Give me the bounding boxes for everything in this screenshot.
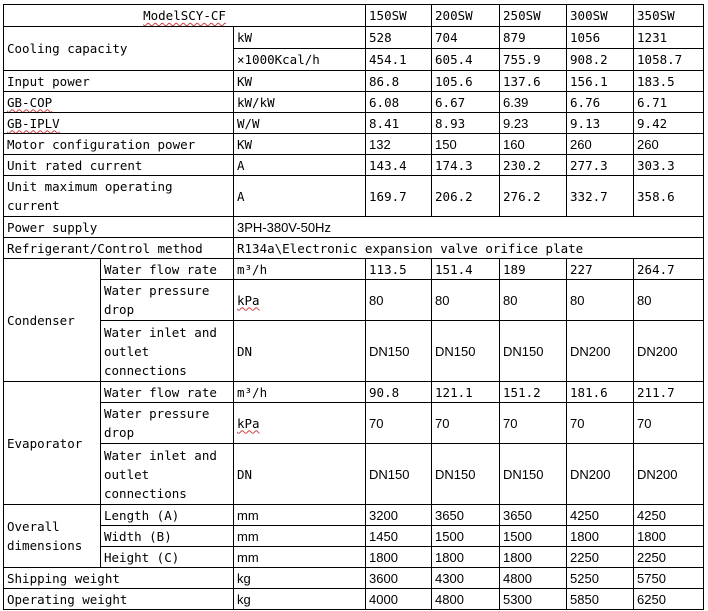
value-cell: 80	[500, 280, 567, 321]
table-row	[4, 505, 704, 526]
model-header: 300SW	[567, 5, 634, 27]
value-cell: 1450	[366, 526, 432, 547]
value-cell: 5850	[567, 589, 634, 610]
value-cell: 8.93	[432, 113, 500, 134]
unit-cell: m³/h	[234, 259, 366, 280]
table-row	[4, 547, 704, 568]
model-label: ModelSCY-CF	[143, 8, 226, 23]
specification-table	[3, 4, 704, 610]
sub-label: Width (B)	[101, 526, 234, 547]
unit-cell: A	[234, 155, 366, 176]
value-cell: 528	[366, 27, 432, 49]
value-cell: 332.7	[567, 176, 634, 217]
value-cell: 80	[432, 280, 500, 321]
table-row	[4, 92, 704, 113]
value-cell: 454.1	[366, 49, 432, 71]
value-cell: 5250	[567, 568, 634, 589]
value-cell: 260	[567, 134, 634, 155]
sub-label: Water inlet and outlet connections	[101, 444, 234, 505]
value-cell: 189	[500, 259, 567, 280]
value-cell: 3200	[366, 505, 432, 526]
header-row	[4, 5, 704, 27]
value-cell: 6.71	[634, 92, 704, 113]
table-row	[4, 568, 704, 589]
value-cell: 908.2	[567, 49, 634, 71]
unit-cell-wrap	[234, 280, 366, 321]
model-header: 150SW	[366, 5, 432, 27]
value-cell: 3650	[500, 505, 567, 526]
table-row	[4, 217, 704, 238]
table-row	[4, 238, 704, 259]
unit-cell: W/W	[234, 113, 366, 134]
value-cell: DN200	[634, 321, 704, 382]
value-cell: 150	[432, 134, 500, 155]
row-label: Refrigerant/Control method	[4, 238, 234, 259]
value-cell: 70	[567, 403, 634, 444]
table-row	[4, 321, 704, 382]
value-cell: 70	[366, 403, 432, 444]
sub-label: Water flow rate	[101, 259, 234, 280]
value-cell: 206.2	[432, 176, 500, 217]
value-cell: 80	[366, 280, 432, 321]
value-cell: 80	[634, 280, 704, 321]
row-label: Unit maximum operating current	[4, 176, 234, 217]
value-cell: 6.67	[432, 92, 500, 113]
unit-cell: DN	[234, 321, 366, 382]
row-label: Operating weight	[4, 589, 234, 610]
table-row	[4, 444, 704, 505]
merged-value-cell: R134a\Electronic expansion valve orifice plate	[234, 238, 704, 259]
table-row	[4, 403, 704, 444]
model-header: 200SW	[432, 5, 500, 27]
value-cell: DN200	[567, 444, 634, 505]
model-header: 250SW	[500, 5, 567, 27]
value-cell: 230.2	[500, 155, 567, 176]
value-cell: DN150	[366, 321, 432, 382]
value-cell: DN150	[432, 444, 500, 505]
value-cell: 70	[432, 403, 500, 444]
value-cell: 132	[366, 134, 432, 155]
sub-label: Water inlet and outlet connections	[101, 321, 234, 382]
group-label: Condenser	[4, 259, 101, 382]
value-cell: DN150	[366, 444, 432, 505]
value-cell: 151.4	[432, 259, 500, 280]
table-row	[4, 526, 704, 547]
value-cell: 121.1	[432, 382, 500, 403]
value-cell: 4250	[567, 505, 634, 526]
value-cell: 174.3	[432, 155, 500, 176]
value-cell: 169.7	[366, 176, 432, 217]
value-cell: 6.08	[366, 92, 432, 113]
table-row	[4, 382, 704, 403]
value-cell: 4300	[432, 568, 500, 589]
value-cell: 1231	[634, 27, 704, 49]
row-label: Power supply	[4, 217, 234, 238]
unit-cell: mm	[234, 505, 366, 526]
sub-label: Water flow rate	[101, 382, 234, 403]
unit-cell: mm	[234, 526, 366, 547]
value-cell: 86.8	[366, 71, 432, 92]
group-label: Evaporator	[4, 382, 101, 505]
value-cell: 260	[634, 134, 704, 155]
value-cell: 277.3	[567, 155, 634, 176]
unit-cell: kPa	[237, 415, 260, 431]
value-cell: 2250	[634, 547, 704, 568]
unit-cell: KW	[234, 134, 366, 155]
value-cell: DN150	[432, 321, 500, 382]
value-cell: 160	[500, 134, 567, 155]
value-cell: 1800	[432, 547, 500, 568]
value-cell: 3650	[432, 505, 500, 526]
table-row	[4, 27, 704, 49]
unit-cell-wrap	[234, 403, 366, 444]
value-cell: 6.39	[500, 92, 567, 113]
value-cell: 70	[500, 403, 567, 444]
table-row	[4, 134, 704, 155]
value-cell: 6.76	[567, 92, 634, 113]
table-row	[4, 259, 704, 280]
table-row	[4, 113, 704, 134]
value-cell: 211.7	[634, 382, 704, 403]
value-cell: 1800	[500, 547, 567, 568]
group-label: Overall dimensions	[4, 505, 101, 568]
sub-label: Water pressure drop	[101, 403, 234, 444]
unit-cell: kW/kW	[234, 92, 366, 113]
value-cell: 227	[567, 259, 634, 280]
unit-cell: kW	[234, 27, 366, 49]
row-label: Shipping weight	[4, 568, 234, 589]
value-cell: 156.1	[567, 71, 634, 92]
value-cell: 6250	[634, 589, 704, 610]
value-cell: 90.8	[366, 382, 432, 403]
value-cell: 1056	[567, 27, 634, 49]
sub-label: Water pressure drop	[101, 280, 234, 321]
value-cell: 151.2	[500, 382, 567, 403]
merged-value-cell: 3PH-380V-50Hz	[234, 217, 704, 238]
unit-cell: mm	[234, 547, 366, 568]
value-cell: 1500	[432, 526, 500, 547]
row-label-cell	[4, 92, 234, 113]
value-cell: 879	[500, 27, 567, 49]
value-cell: 70	[634, 403, 704, 444]
value-cell: DN200	[567, 321, 634, 382]
row-label: GB-COP	[7, 94, 53, 110]
row-label: Motor configuration power	[4, 134, 234, 155]
value-cell: 143.4	[366, 155, 432, 176]
row-label: Input power	[4, 71, 234, 92]
model-header-cell	[4, 5, 366, 27]
value-cell: 137.6	[500, 71, 567, 92]
row-label-cell	[4, 113, 234, 134]
value-cell: 264.7	[634, 259, 704, 280]
value-cell: 5300	[500, 589, 567, 610]
value-cell: 80	[567, 280, 634, 321]
table-row	[4, 155, 704, 176]
unit-cell: kPa	[237, 292, 260, 308]
row-label: Unit rated current	[4, 155, 234, 176]
value-cell: 9.13	[567, 113, 634, 134]
model-header: 350SW	[634, 5, 704, 27]
value-cell: DN150	[500, 321, 567, 382]
value-cell: DN150	[500, 444, 567, 505]
value-cell: 2250	[567, 547, 634, 568]
unit-cell: DN	[234, 444, 366, 505]
table-row	[4, 280, 704, 321]
value-cell: 105.6	[432, 71, 500, 92]
row-label: GB-IPLV	[7, 115, 60, 131]
value-cell: 9.42	[634, 113, 704, 134]
unit-cell: m³/h	[234, 382, 366, 403]
value-cell: 113.5	[366, 259, 432, 280]
value-cell: 605.4	[432, 49, 500, 71]
table-row	[4, 176, 704, 217]
value-cell: 1800	[634, 526, 704, 547]
value-cell: 303.3	[634, 155, 704, 176]
table-row	[4, 589, 704, 610]
value-cell: 9.23	[500, 113, 567, 134]
sub-label: Height (C)	[101, 547, 234, 568]
value-cell: 755.9	[500, 49, 567, 71]
unit-cell: kg	[234, 568, 366, 589]
value-cell: 4800	[500, 568, 567, 589]
value-cell: 183.5	[634, 71, 704, 92]
value-cell: 181.6	[567, 382, 634, 403]
value-cell: 1058.7	[634, 49, 704, 71]
value-cell: 4250	[634, 505, 704, 526]
unit-cell: kg	[234, 589, 366, 610]
row-label: Cooling capacity	[4, 27, 234, 71]
value-cell: 3600	[366, 568, 432, 589]
unit-cell: KW	[234, 71, 366, 92]
value-cell: 276.2	[500, 176, 567, 217]
value-cell: 1800	[567, 526, 634, 547]
value-cell: 4800	[432, 589, 500, 610]
sub-label: Length (A)	[101, 505, 234, 526]
value-cell: 1800	[366, 547, 432, 568]
value-cell: 1500	[500, 526, 567, 547]
unit-cell: ×1000Kcal/h	[234, 49, 366, 71]
value-cell: 4000	[366, 589, 432, 610]
value-cell: 358.6	[634, 176, 704, 217]
value-cell: 704	[432, 27, 500, 49]
value-cell: 8.41	[366, 113, 432, 134]
value-cell: DN200	[634, 444, 704, 505]
value-cell: 5750	[634, 568, 704, 589]
table-row	[4, 71, 704, 92]
unit-cell: A	[234, 176, 366, 217]
